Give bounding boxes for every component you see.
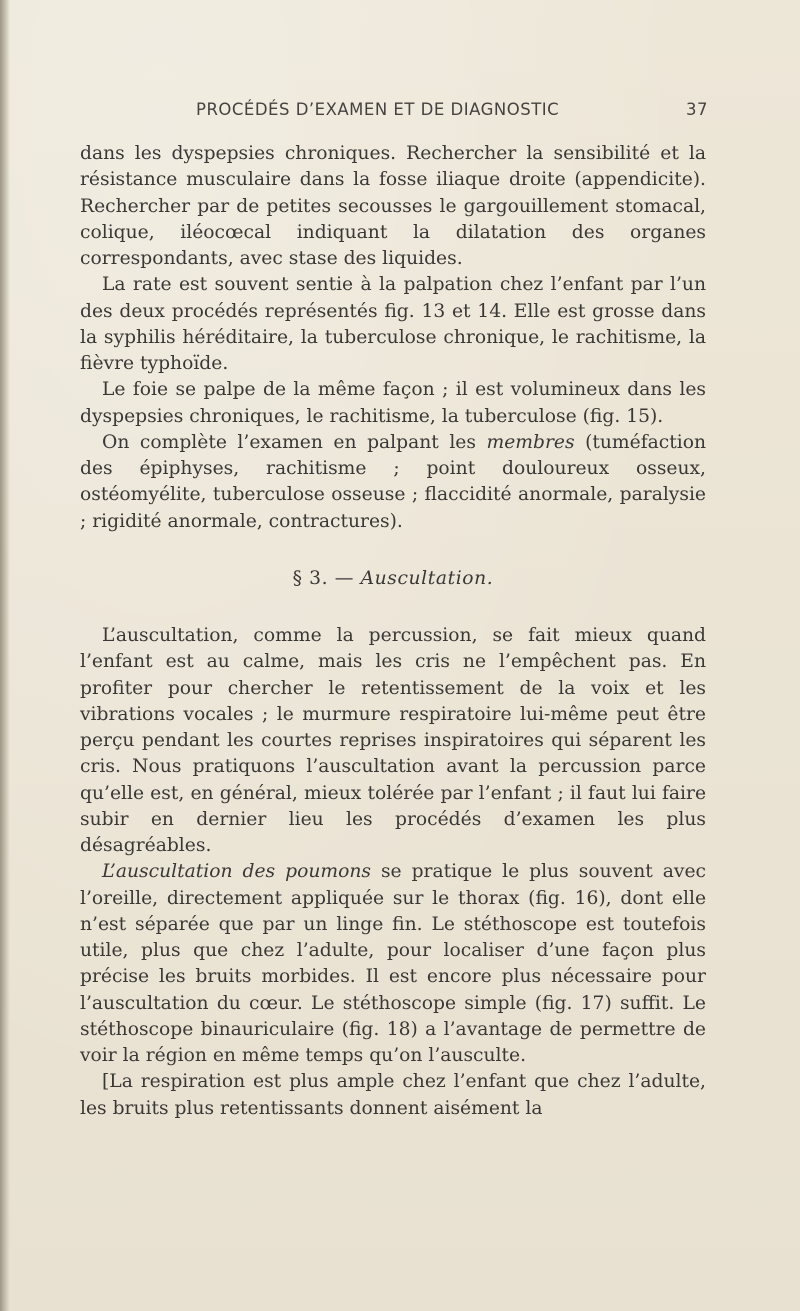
- paragraph-poumons-text: se pratique le plus souvent avec l’oreille, directement appliquée sur le thorax (fig. 16), dont elle n’est séparée que par un linge fin. Le stéthoscope est toutefois utile, plus que chez l’adulte, pour localiser d’une façon plus précise les bruits morbides. Il est encore plus nécessaire pour l’auscultation du cœur. Le stéthoscope simple (fig. 17) suffit. Le stéthoscope binauriculaire (fig. 18) a l’avantage de permettre de voir la région en même temps qu’on l’ausculte.: [80, 861, 706, 1066]
- page-spine-shadow: [0, 0, 10, 1311]
- paragraph-membres-end: (tuméfaction des épiphyses, rachitisme ; point douloureux osseux, ostéomyélite, tuberculose osseuse ; flaccidité anormale, paralysie ; rigidité anormale, contractures).: [80, 431, 706, 532]
- section-number: § 3. —: [292, 567, 361, 589]
- section-title: Auscultation.: [360, 567, 494, 589]
- paragraph-rate: La rate est souvent sentie à la palpation chez l’enfant par l’un des deux procédés représentés fig. 13 et 14. Elle est grosse dans la syphilis héréditaire, la tuberculose chronique, le rachitisme, la fièvre typhoïde.: [80, 274, 706, 374]
- paragraph-continuation: dans les dyspepsies chroniques. Rechercher la sensibilité et la résistance musculaire dans la fosse iliaque droite (appendicite). Rechercher par de petites secousses le gargouillement stomacal, colique, iléocœcal indiquant la dilatation des organes correspondants, avec stase des liquides.: [80, 143, 706, 269]
- paragraph-membres: [80, 430, 706, 535]
- running-header: [196, 100, 708, 126]
- paragraph-membres-start: On complète l’examen en palpant les: [102, 431, 487, 453]
- paragraph-foie: Le foie se palpe de la même façon ; il est volumineux dans les dyspepsies chroniques, le rachitisme, la tuberculose (fig. 15).: [80, 379, 706, 427]
- paragraph-auscultation: L’auscultation, comme la percussion, se fait mieux quand l’enfant est au calme, mais les cris ne l’empêchent pas. En profiter pour chercher le retentissement de la voix et les vibrations vocales ; le murmure respiratoire lui-même peut être perçu pendant les courtes reprises inspiratoires qui séparent les cris. Nous pratiquons l’auscultation avant la percussion parce qu’elle est, en général, mieux tolérée par l’enfant ; il faut lui faire subir en dernier lieu les procédés d’examen les plus désagréables.: [80, 625, 706, 856]
- paragraph-membres-italic: membres: [486, 431, 575, 453]
- section-heading: [80, 566, 706, 592]
- page-number: 37: [686, 100, 708, 119]
- running-header-title: PROCÉDÉS D’EXAMEN ET DE DIAGNOSTIC: [196, 100, 560, 119]
- paragraph-poumons-italic: L’auscultation des poumons: [102, 861, 371, 883]
- paragraph-poumons: [80, 859, 706, 1069]
- paragraph-respiration: [La respiration est plus ample chez l’enfant que chez l’adulte, les bruits plus retentissants donnent aisément la: [80, 1071, 706, 1119]
- page-body: [80, 141, 706, 1122]
